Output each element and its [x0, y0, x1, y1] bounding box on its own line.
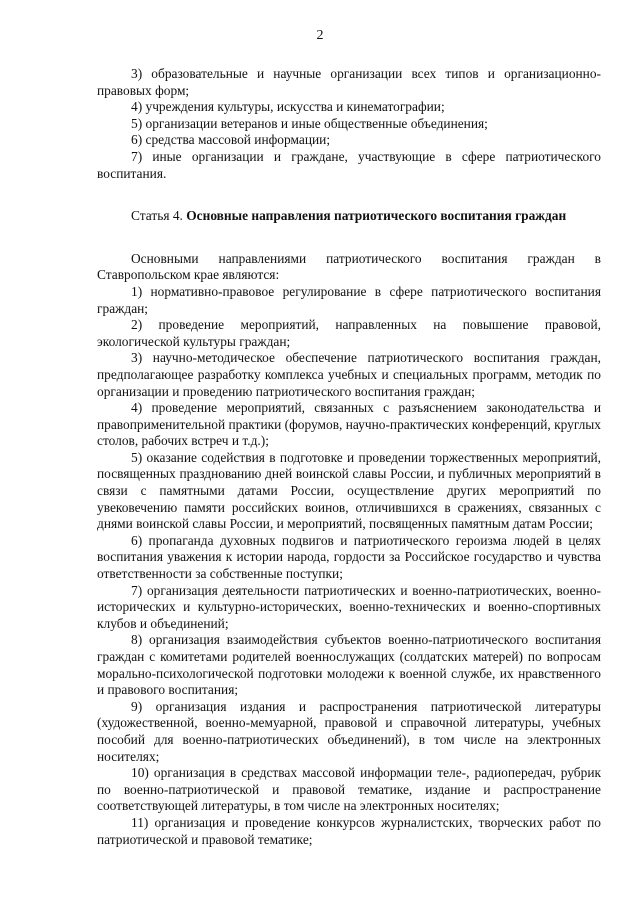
- list-item: 11) организация и проведение конкурсов журналистских, творческих работ по патриотической и правовой тематике;: [97, 814, 601, 847]
- list-item: 6) пропаганда духовных подвигов и патриотического героизма людей в целях воспитания уважения к истории народа, гордости за Российское государство и чувства ответственности за собственные поступки;: [97, 532, 601, 582]
- list-item: 10) организация в средствах массовой информации теле-, радиопередач, рубрик по военно-патриотической и правовой тематике, издание и распространение соответствующей литературы, в том числе на электронных носителях;: [97, 765, 601, 814]
- list-item: 4) учреждения культуры, искусства и кинематографии;: [131, 99, 445, 115]
- list-item: 2) проведение мероприятий, направленных на повышение правовой, экологической культуры граждан;: [97, 317, 601, 349]
- article-number: Статья 4.: [131, 208, 183, 224]
- list-item: 9) организация издания и распространения патриотической литературы (художественной, военно-мемуарной, правовой и справочной литературы, учебных пособий для военно-патриотических объединений), в том числе на электронных носителях;: [97, 698, 601, 764]
- list-item: 1) нормативно-правовое регулирование в сфере патриотического воспитания граждан;: [97, 283, 601, 316]
- list-item: 3) научно-методическое обеспечение патриотического воспитания граждан, предполагающее разработку комплекса учебных и специальных программ, методик по организации и проведению патриотического воспитания граждан;: [97, 350, 601, 399]
- list-item: 7) организация деятельности патриотических и военно-патриотических, военно-исторических и культурно-исторических, военно-технических и военно-спортивных клубов и объединений;: [97, 582, 601, 631]
- list-item: 6) средства массовой информации;: [131, 132, 331, 148]
- intro-paragraph: Основными направлениями патриотического воспитания граждан в Ставропольском крае являются:: [97, 250, 601, 283]
- article-title: Основные направления патриотического воспитания граждан: [186, 208, 567, 224]
- article-heading: [97, 208, 601, 225]
- list-item: 4) проведение мероприятий, связанных с разъяснением законодательства и правоприменительной практики (форумов, научно-практических конференций, круглых столов, рабочих встреч и т.д.);: [97, 400, 601, 449]
- list-item: 5) оказание содействия в подготовке и проведении торжественных мероприятий, посвященных празднованию дней воинской славы России, и публичных мероприятий в связи с памятными датами России, осуществление других мероприятий по увековечению памяти российских воинов, отличившихся в сражениях, связанных с днями воинской славы России, и мероприятий, посвященных памятным датам России;: [97, 449, 601, 532]
- document-body: [97, 66, 601, 848]
- list-item: 5) организации ветеранов и иные общественные объединения;: [131, 115, 488, 131]
- page-number: 2: [316, 28, 324, 43]
- list-item: 3) образовательные и научные организации всех типов и организационно-правовых форм;: [97, 66, 601, 98]
- list-item: 7) иные организации и граждане, участвующие в сфере патриотического воспитания.: [97, 148, 601, 181]
- list-item: 8) организация взаимодействия субъектов военно-патриотического воспитания граждан с комитетами родителей военнослужащих (солдатских матерей) по вопросам морально-психологической подготовки молодежи к военной службе, их нравственного и правового воспитания;: [97, 632, 601, 698]
